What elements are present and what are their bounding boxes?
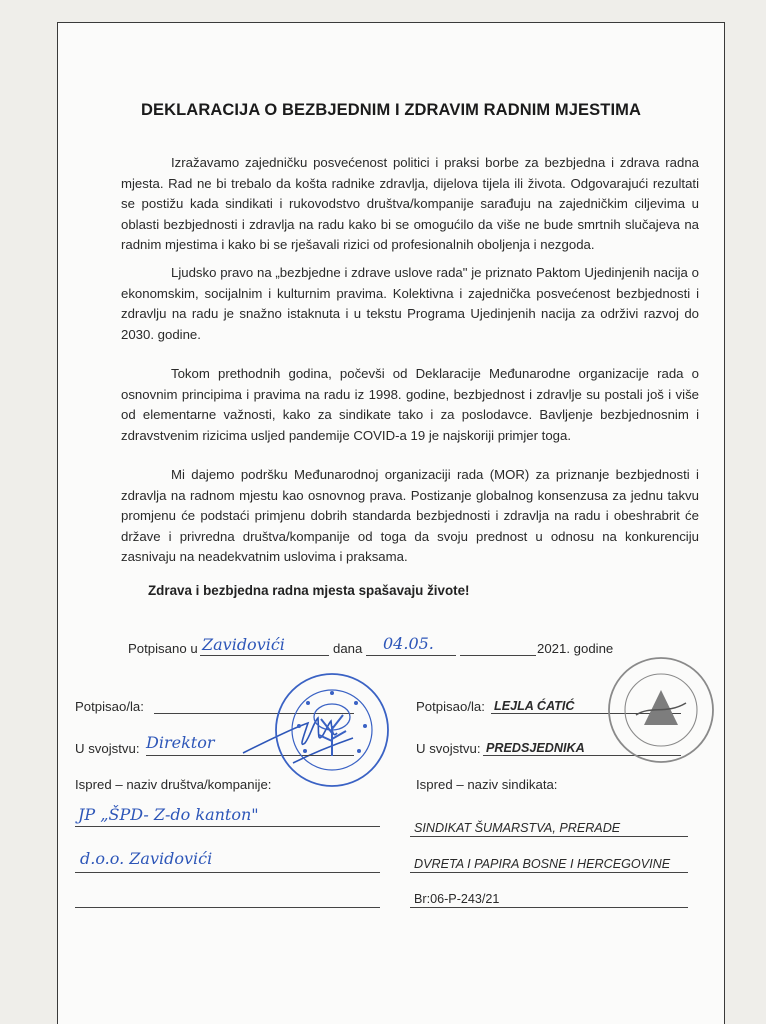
union-label: Ispred – naziv sindikata: bbox=[416, 777, 558, 792]
union-name-line-1: SINDIKAT ŠUMARSTVA, PRERADE bbox=[414, 821, 621, 835]
right-capacity-value: PREDSJEDNIKA bbox=[486, 741, 585, 755]
signed-in-label: Potpisano u bbox=[128, 641, 198, 656]
union-line-1 bbox=[410, 836, 688, 837]
reference-number: Br:06-P-243/21 bbox=[414, 892, 500, 906]
paragraph-2: Ljudsko pravo na „bezbjedne i zdrave uslove rada" je priznato Paktom Ujedinjenih nacija o ekonomskim, socijalnim i kulturnim pravima. Kolektivna i zajednička posvećenost bezbjednosti i zdravlju na radu je snažno istaknuta i u tekstu Programa Ujedinjenih nacija za održivi razvoj do 2030. godine. bbox=[121, 265, 699, 342]
right-capacity-label: U svojstvu: bbox=[416, 741, 481, 756]
date-line-2 bbox=[460, 655, 536, 656]
year-label: 2021. godine bbox=[537, 641, 614, 656]
paragraph-1: Izražavamo zajedničku posvećenost politici i praksi borbe za bezbjedna i zdrava radna mjesta. Rad ne bi trebalo da košta radnike zdravlja, dijelova tijela ili života. Odgovarajući rezultati se postižu kada sindikati i rukovodstvo društva/kompanije sarađuju na zajedničkim ciljevima u oblasti bezbjednosti i zdravlja na radu kako bi se omogućilo da više ne bude smrtnih slučajeva na radnim mjestima i kako bi se rješavali rizici od profesionalnih oboljenja i nezgoda. bbox=[121, 155, 699, 253]
slogan: Zdrava i bezbjedna radna mjesta spašavaju živote! bbox=[148, 583, 470, 598]
right-signer-name: LEJLA ĆATIĆ bbox=[494, 699, 575, 713]
union-stamp bbox=[606, 655, 716, 765]
handwritten-place: Zavidovići bbox=[202, 635, 285, 654]
paragraph-3: Tokom prethodnih godina, počevši od Deklaracije Međunarodne organizacije rada o osnovnim principima i pravima na radu iz 1998. godine, bezbjednost i zdravlje su postali još i više od elementarne važnosti, kako za sindikate tako i za poslodavce. Bavljenje bezbjednosnim i zdravstvenim rizicima usljed pandemije COVID-a 19 je najskoriji primjer toga. bbox=[121, 366, 699, 443]
date-line bbox=[366, 655, 456, 656]
handwritten-capacity: Direktor bbox=[146, 733, 215, 752]
union-line-2 bbox=[410, 872, 688, 873]
date-label: dana bbox=[333, 641, 363, 656]
left-capacity-label: U svojstvu: bbox=[75, 741, 140, 756]
union-name-line-2: DVRETA I PAPIRA BOSNE I HERCEGOVINE bbox=[414, 857, 671, 871]
handwritten-date: 04.05. bbox=[383, 634, 434, 653]
handwritten-company-2: d.o.o. Zavidovići bbox=[80, 849, 213, 868]
handwritten-company-1: JP „ŠPD- Z-do kanton" bbox=[78, 805, 259, 824]
paragraph-4: Mi dajemo podršku Međunarodnoj organizaciji rada (MOR) za priznanje bezbjednosti i zdravlja na radnom mjestu kao osnovnog prava. Postizanje globalnog konsenzusa za jednu takvu promjenu će podstaći primjenu dobrih standarda bezbjednosti i zdravlja na radu i obeshrabrit će države i privredna društva/kompanije od toga da svoju prednost u odnosu na konkurenciju zasnivaju na neadekvatnim uslovima i praksama. bbox=[121, 467, 699, 565]
company-line-3 bbox=[75, 907, 380, 908]
place-line bbox=[200, 655, 329, 656]
right-signer-label: Potpisao/la: bbox=[416, 699, 485, 714]
company-label: Ispred – naziv društva/kompanije: bbox=[75, 777, 272, 792]
company-line-2 bbox=[75, 872, 380, 873]
left-signer-label: Potpisao/la: bbox=[75, 699, 144, 714]
company-line-1 bbox=[75, 826, 380, 827]
union-line-3 bbox=[410, 907, 688, 908]
document-page bbox=[57, 22, 725, 1024]
company-stamp bbox=[273, 671, 391, 789]
document-title: DEKLARACIJA O BEZBJEDNIM I ZDRAVIM RADNIM MJESTIMA bbox=[140, 101, 641, 119]
